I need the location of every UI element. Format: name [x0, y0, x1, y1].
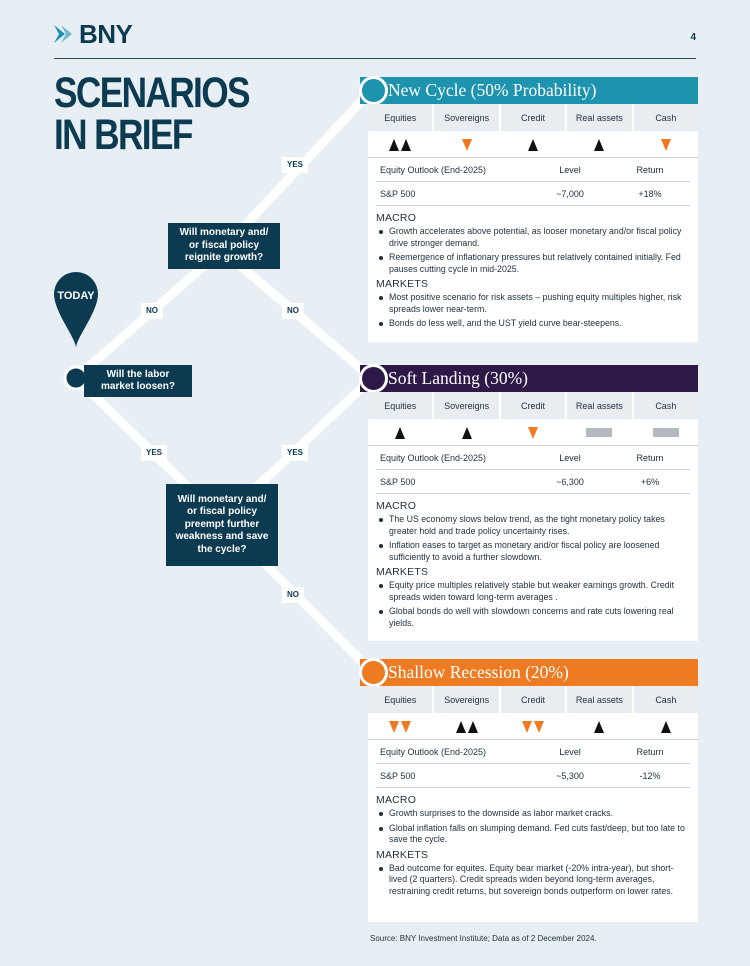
- scenario-dot-icon: [359, 658, 388, 687]
- signal-cell: [634, 420, 698, 445]
- signal-cell: [634, 132, 698, 157]
- scenario-panel-new-cycle: [368, 104, 698, 342]
- scenario-title-bar: [360, 659, 698, 686]
- signal-cell: [567, 714, 633, 739]
- tag-yes: YES: [282, 445, 308, 461]
- down-arrow-icon: [528, 427, 538, 439]
- up-arrow-icon: [594, 139, 604, 151]
- down-arrow-icon: [401, 721, 411, 733]
- asset-column-header: Sovereigns: [434, 104, 500, 131]
- asset-column-header: Real assets: [567, 686, 633, 713]
- scenario-dot-icon: [359, 76, 388, 105]
- up-arrow-icon: [456, 721, 466, 733]
- level-header: Level: [559, 164, 581, 175]
- index-return: +18%: [638, 188, 662, 199]
- up-arrow-icon: [389, 139, 399, 151]
- macro-bullet: The US economy slows below trend, as the tight monetary policy takes greater hold and trade policy uncertainty rises.: [376, 514, 690, 537]
- markets-bullet: Bonds do less well, and the UST yield curve bear-steepens.: [376, 318, 690, 330]
- macro-heading: MACRO: [376, 500, 417, 512]
- asset-column-header: Credit: [501, 686, 567, 713]
- asset-column-header: Credit: [501, 104, 567, 131]
- macro-list: [376, 226, 690, 275]
- macro-list: [376, 514, 690, 563]
- signal-cell: [368, 420, 434, 445]
- markets-bullet: Equity price multiples relatively stable but weaker earnings growth. Credit spreads widen toward long-term averages .: [376, 580, 690, 603]
- outlook-header-row: [376, 446, 690, 470]
- signal-cell: [634, 714, 698, 739]
- outlook-value-row: [376, 182, 690, 206]
- neutral-bar-icon: [653, 428, 679, 437]
- signal-cell: [434, 132, 500, 157]
- asset-header-row: [368, 392, 698, 420]
- markets-heading: MARKETS: [376, 566, 429, 578]
- markets-bullet: Most positive scenario for risk assets – pushing equity multiples higher, risk spreads lower near-term.: [376, 292, 690, 315]
- signal-cell: [434, 420, 500, 445]
- markets-bullet: Bad outcome for equites. Equity bear market (-20% intra-year), but short-lived (2 quarters). Credit spreads widen beyond long-term averages, restraining credit returns, but sovereign bonds outperform on lower rates.: [376, 863, 690, 898]
- question-preempt-weakness: Will monetary and/ or fiscal policy preempt further weakness and save the cycle?: [166, 484, 278, 566]
- markets-list: [376, 580, 690, 629]
- scenario-dot-icon: [359, 364, 388, 393]
- asset-column-header: Cash: [634, 392, 698, 419]
- macro-heading: MACRO: [376, 212, 417, 224]
- signal-cell: [567, 132, 633, 157]
- today-pin-icon: [54, 272, 98, 348]
- scenario-title: Shallow Recession (20%): [388, 662, 569, 682]
- outlook-value-row: [376, 764, 690, 788]
- down-arrow-icon: [389, 721, 399, 733]
- asset-header-row: [368, 104, 698, 132]
- index-return: +6%: [640, 476, 660, 487]
- signal-cell: [501, 714, 567, 739]
- outlook-header-row: [376, 740, 690, 764]
- asset-column-header: Real assets: [567, 392, 633, 419]
- scenario-title: Soft Landing (30%): [388, 368, 528, 388]
- asset-column-header: Credit: [501, 392, 567, 419]
- outlook-value-row: [376, 470, 690, 494]
- index-level: ~6,300: [556, 476, 584, 487]
- down-arrow-icon: [462, 139, 472, 151]
- macro-bullet: Inflation eases to target as monetary and/or fiscal policy are loosened sufficiently to avoid a further slowdown.: [376, 540, 690, 563]
- asset-column-header: Cash: [634, 104, 698, 131]
- macro-bullet: Reemergence of inflationary pressures but relatively contained initially. Fed pauses cutting cycle in mid-2025.: [376, 252, 690, 275]
- markets-list: [376, 863, 690, 898]
- macro-bullet: Growth accelerates above potential, as looser monetary and/or fiscal policy drive stronger demand.: [376, 226, 690, 249]
- signal-cell: [368, 714, 434, 739]
- macro-bullet: Growth surprises to the downside as labor market cracks.: [376, 808, 690, 820]
- signal-cell: [434, 714, 500, 739]
- return-header: Return: [636, 164, 664, 175]
- level-header: Level: [559, 746, 581, 757]
- tag-no: NO: [282, 587, 304, 603]
- markets-heading: MARKETS: [376, 848, 429, 861]
- signal-row: [368, 420, 698, 446]
- asset-column-header: Cash: [634, 686, 698, 713]
- index-name: S&P 500: [380, 188, 416, 199]
- tag-no: NO: [141, 303, 163, 319]
- tag-no: NO: [282, 303, 304, 319]
- title-line-2: IN BRIEF: [54, 111, 192, 159]
- scenario-title: New Cycle (50% Probability): [388, 80, 597, 100]
- down-arrow-icon: [522, 721, 532, 733]
- scenario-title-bar: [360, 365, 698, 392]
- signal-cell: [368, 132, 434, 157]
- signal-cell: [501, 420, 567, 445]
- down-arrow-icon: [534, 721, 544, 733]
- outlook-header-row: [376, 158, 690, 182]
- level-header: Level: [559, 452, 581, 463]
- signal-cell: [567, 420, 633, 445]
- asset-column-header: Equities: [368, 392, 434, 419]
- index-name: S&P 500: [380, 770, 416, 781]
- scenario-title-bar: [360, 77, 698, 104]
- today-label: TODAY: [57, 290, 95, 302]
- up-arrow-icon: [395, 427, 405, 439]
- asset-column-header: Real assets: [567, 104, 633, 131]
- page-number: 4: [690, 32, 696, 43]
- outlook-label: Equity Outlook (End-2025): [380, 452, 487, 463]
- index-level: ~5,300: [556, 770, 584, 781]
- up-arrow-icon: [401, 139, 411, 151]
- up-arrow-icon: [468, 721, 478, 733]
- signal-row: [368, 714, 698, 740]
- scenario-panel-soft-landing: [368, 392, 698, 641]
- markets-list: [376, 292, 690, 330]
- macro-list: [376, 808, 690, 846]
- asset-column-header: Equities: [368, 104, 434, 131]
- asset-column-header: Sovereigns: [434, 392, 500, 419]
- scenario-panel-shallow-recession: [368, 686, 698, 922]
- outlook-label: Equity Outlook (End-2025): [380, 746, 487, 757]
- asset-column-header: Sovereigns: [434, 686, 500, 713]
- signal-row: [368, 132, 698, 158]
- up-arrow-icon: [528, 139, 538, 151]
- return-header: Return: [636, 452, 664, 463]
- markets-bullet: Global bonds do well with slowdown concerns and rate cuts lowering real yields.: [376, 606, 690, 629]
- down-arrow-icon: [661, 139, 671, 151]
- question-labor-market: Will the labor market loosen?: [84, 365, 192, 397]
- logo-text: BNY: [79, 19, 133, 49]
- up-arrow-icon: [661, 721, 671, 733]
- neutral-bar-icon: [586, 428, 612, 437]
- asset-column-header: Equities: [368, 686, 434, 713]
- markets-heading: MARKETS: [376, 278, 429, 290]
- outlook-label: Equity Outlook (End-2025): [380, 164, 487, 175]
- return-header: Return: [636, 746, 664, 757]
- up-arrow-icon: [594, 721, 604, 733]
- up-arrow-icon: [462, 427, 472, 439]
- signal-cell: [501, 132, 567, 157]
- tag-yes: YES: [141, 445, 167, 461]
- title-line-1: SCENARIOS: [54, 69, 249, 117]
- asset-header-row: [368, 686, 698, 714]
- macro-bullet: Global inflation falls on slumping demand. Fed cuts fast/deep, but too late to save the cycle.: [376, 823, 690, 846]
- question-reignite-growth: Will monetary and/ or fiscal policy reignite growth?: [168, 223, 280, 269]
- macro-heading: MACRO: [376, 794, 417, 806]
- source-note: Source: BNY Investment Institute; Data as of 2 December 2024.: [370, 934, 597, 943]
- index-name: S&P 500: [380, 476, 416, 487]
- index-return: -12%: [639, 770, 661, 781]
- index-level: ~7,000: [556, 188, 584, 199]
- tag-yes: YES: [282, 157, 308, 173]
